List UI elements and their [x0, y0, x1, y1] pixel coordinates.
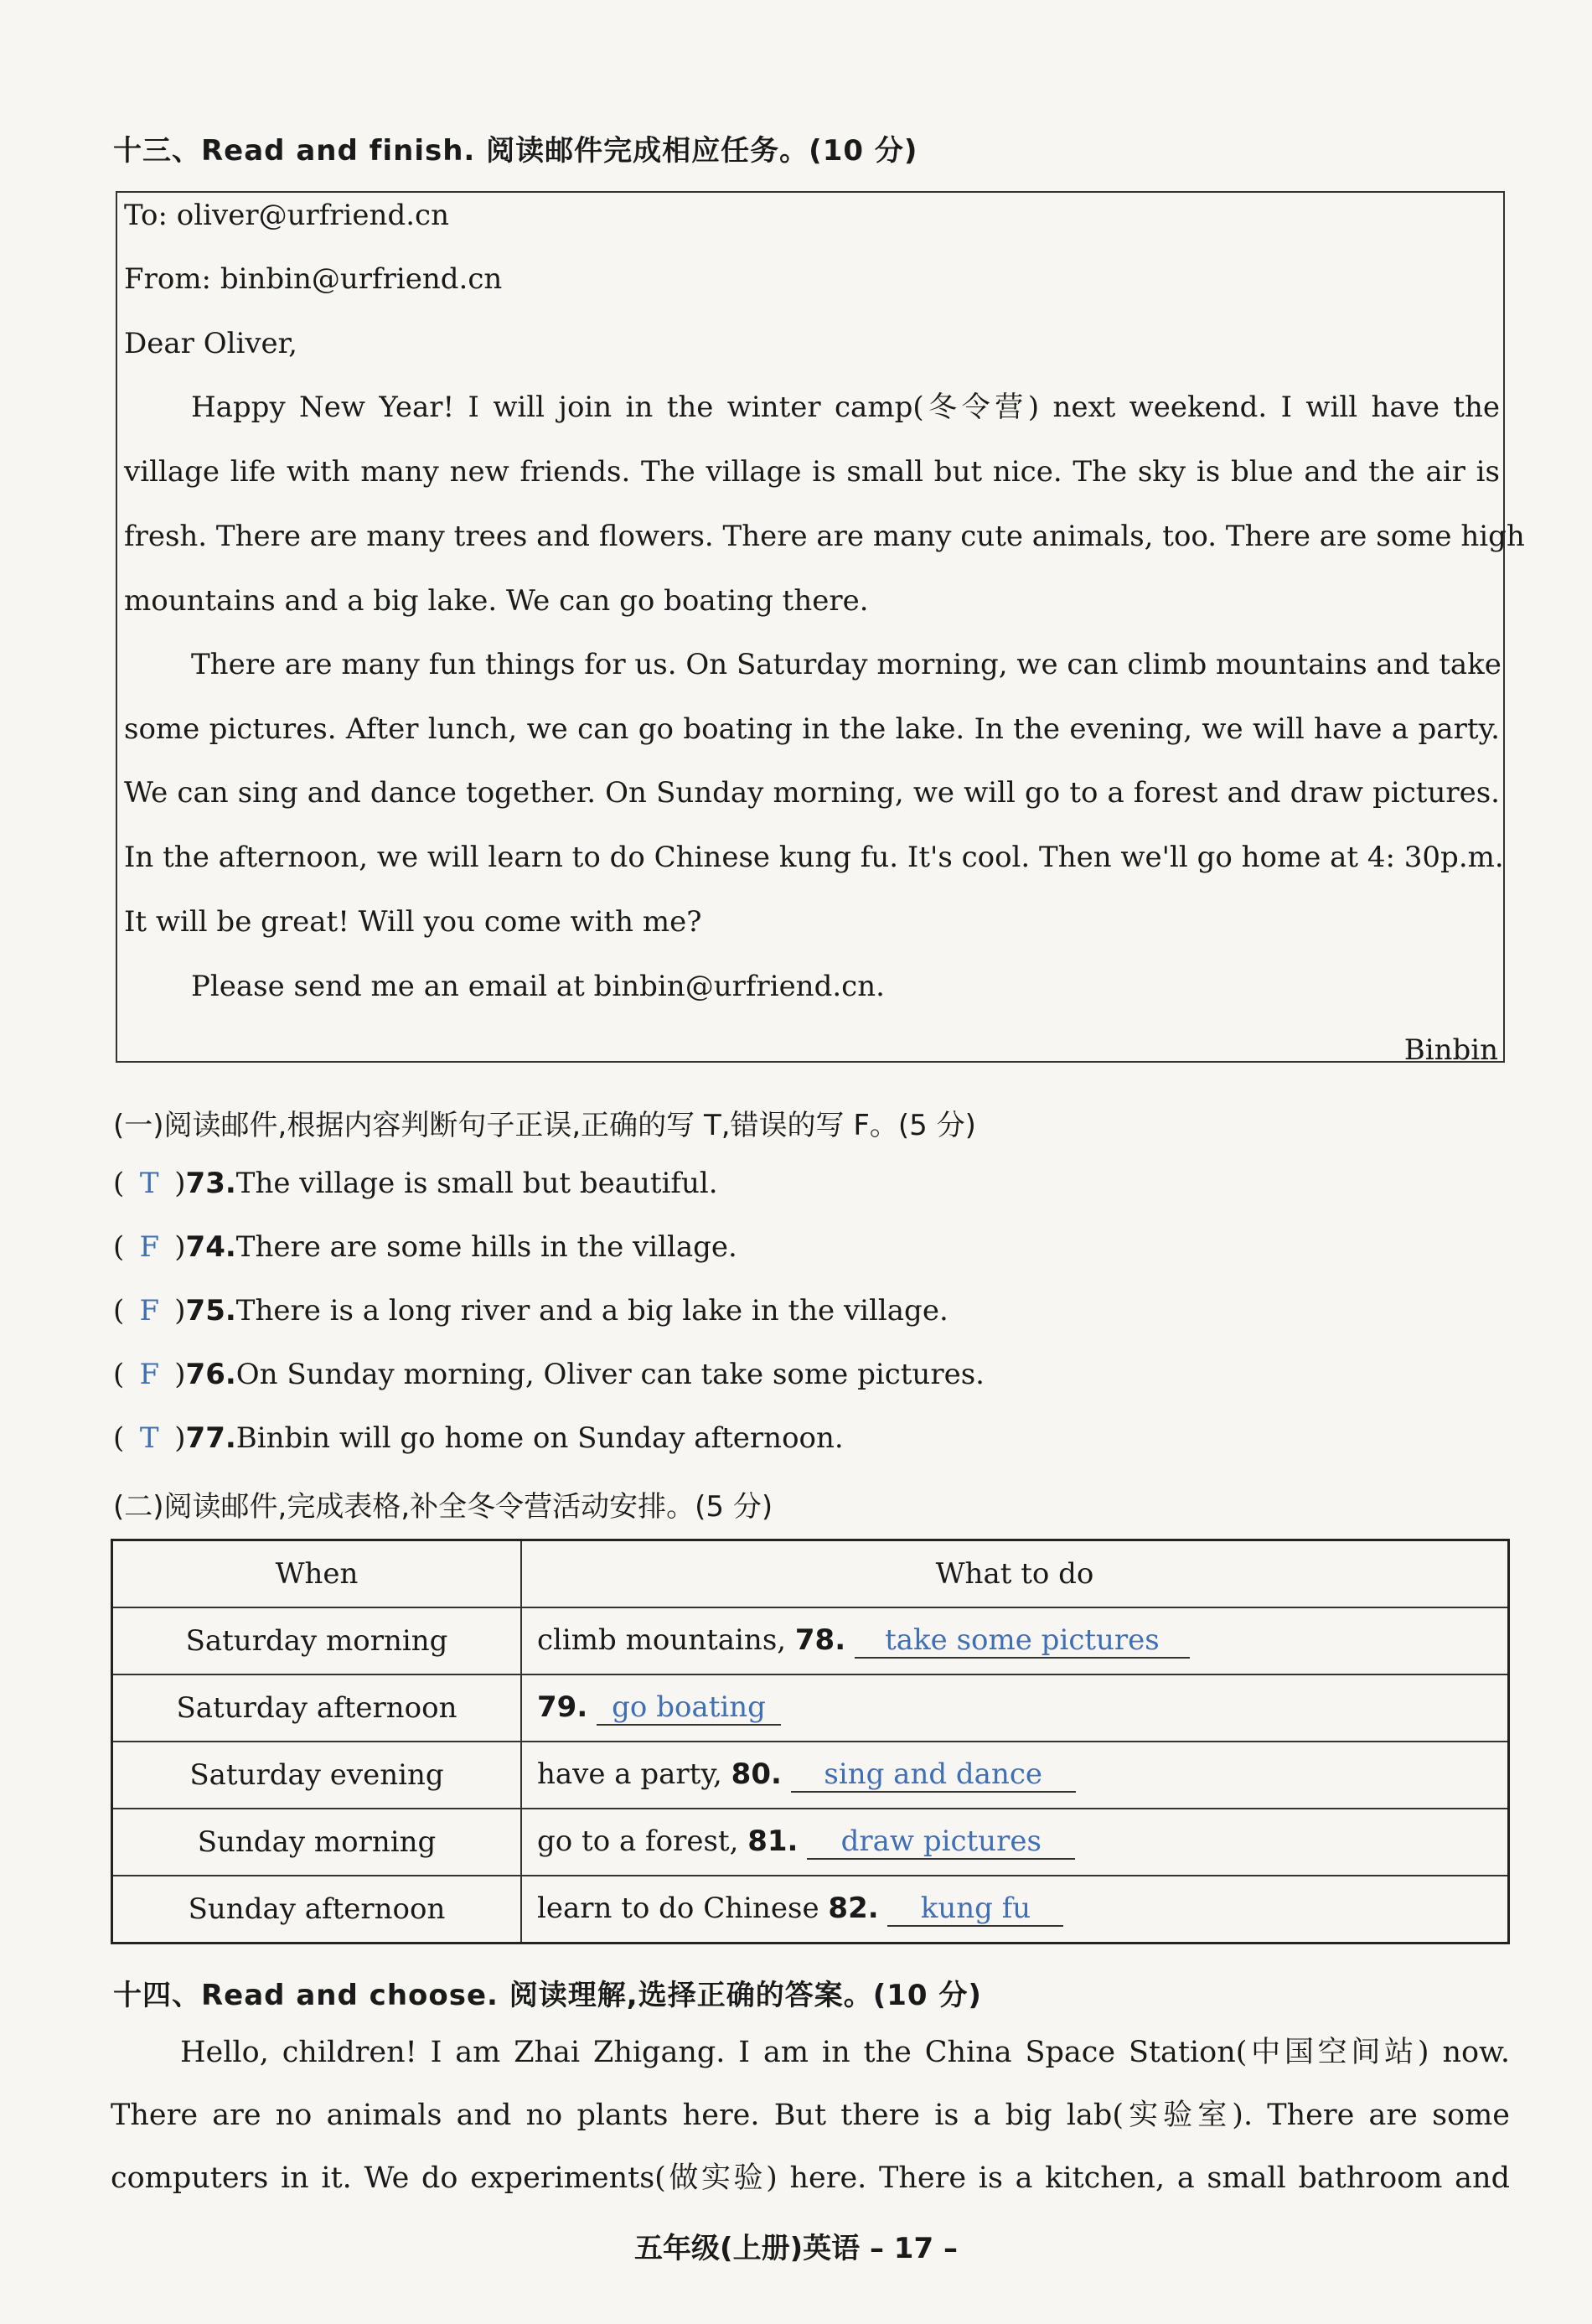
passage-line: There are no animals and no plants here. But there is a big lab(实验室). There are some	[111, 2099, 1510, 2132]
camp-schedule-table	[111, 1539, 1510, 1944]
table-row: Saturday morning climb mountains, 78. take some pictures	[112, 1607, 1509, 1674]
email-paragraph-1-line: mountains and a big lake. We can go boating there.	[124, 584, 869, 618]
answer-78: take some pictures	[855, 1623, 1190, 1659]
email-paragraph-1-line: village life with many new friends. The village is small but nice. The sky is blue and the air is	[124, 455, 1500, 489]
table-row: Sunday morning go to a forest, 81. draw pictures	[112, 1809, 1509, 1876]
email-signature: Binbin	[1403, 1033, 1498, 1067]
passage-line: computers in it. We do experiments(做实验) here. There is a kitchen, a small bathroom and	[111, 2161, 1510, 2195]
email-paragraph-1-line: fresh. There are many trees and flowers. There are many cute animals, too. There are some high	[124, 520, 1525, 553]
header-what-to-do: What to do	[521, 1540, 1509, 1608]
email-paragraph-2-line: It will be great! Will you come with me?	[124, 905, 702, 939]
answer-82: kung fu	[887, 1892, 1063, 1927]
question-73: ( T )73.The village is small but beautiful.	[113, 1167, 718, 1200]
question-76: ( F )76.On Sunday morning, Oliver can take some pictures.	[113, 1358, 985, 1391]
answer-75: F	[139, 1294, 160, 1328]
passage-line: Hello, children! I am Zhai Zhigang. I am in the China Space Station(中国空间站) now.	[180, 2036, 1510, 2069]
email-paragraph-2-line: There are many fun things for us. On Saturday morning, we can climb mountains and take	[191, 648, 1502, 681]
email-paragraph-2-line: We can sing and dance together. On Sunday morning, we will go to a forest and draw pictures.	[124, 776, 1500, 810]
answer-74: F	[139, 1230, 160, 1264]
email-to: To: oliver@urfriend.cn	[124, 199, 449, 232]
question-74: ( F )74.There are some hills in the village.	[113, 1230, 737, 1264]
question-75: ( F )75.There is a long river and a big lake in the village.	[113, 1294, 948, 1328]
email-paragraph-3: Please send me an email at binbin@urfriend.cn.	[191, 970, 885, 1003]
table-row: Saturday afternoon 79. go boating	[112, 1674, 1509, 1742]
answer-80: sing and dance	[791, 1757, 1076, 1793]
answer-73: T	[139, 1167, 159, 1200]
part-2-title: (二)阅读邮件,完成表格,补全冬令营活动安排。(5 分)	[113, 1490, 773, 1524]
answer-76: F	[139, 1358, 160, 1391]
answer-81: draw pictures	[807, 1825, 1075, 1860]
email-paragraph-2-line: In the afternoon, we will learn to do Chinese kung fu. It's cool. Then we'll go home at 4: 30p.m.	[124, 841, 1504, 874]
email-paragraph-2-line: some pictures. After lunch, we can go boating in the lake. In the evening, we will have a party.	[124, 712, 1500, 746]
part-1-title: (一)阅读邮件,根据内容判断句子正误,正确的写 T,错误的写 F。(5 分)	[113, 1109, 976, 1142]
answer-79: go boating	[597, 1690, 781, 1726]
page-footer: 五年级(上册)英语 – 17 –	[634, 2232, 958, 2265]
table-row: Sunday afternoon learn to do Chinese 82. kung fu	[112, 1876, 1509, 1944]
table-row: Saturday evening have a party, 80. sing and dance	[112, 1742, 1509, 1809]
email-greeting: Dear Oliver,	[124, 327, 297, 360]
question-77: ( T )77.Binbin will go home on Sunday afternoon.	[113, 1421, 844, 1455]
section-14-title: 十四、Read and choose. 阅读理解,选择正确的答案。(10 分)	[113, 1979, 982, 2012]
email-from: From: binbin@urfriend.cn	[124, 262, 503, 296]
answer-77: T	[139, 1421, 159, 1455]
table-header-row	[112, 1540, 1509, 1608]
header-when: When	[112, 1540, 522, 1608]
email-paragraph-1-line: Happy New Year! I will join in the winter camp(冬令营) next weekend. I will have the	[191, 391, 1500, 424]
section-13-title: 十三、Read and finish. 阅读邮件完成相应任务。(10 分)	[113, 134, 918, 168]
